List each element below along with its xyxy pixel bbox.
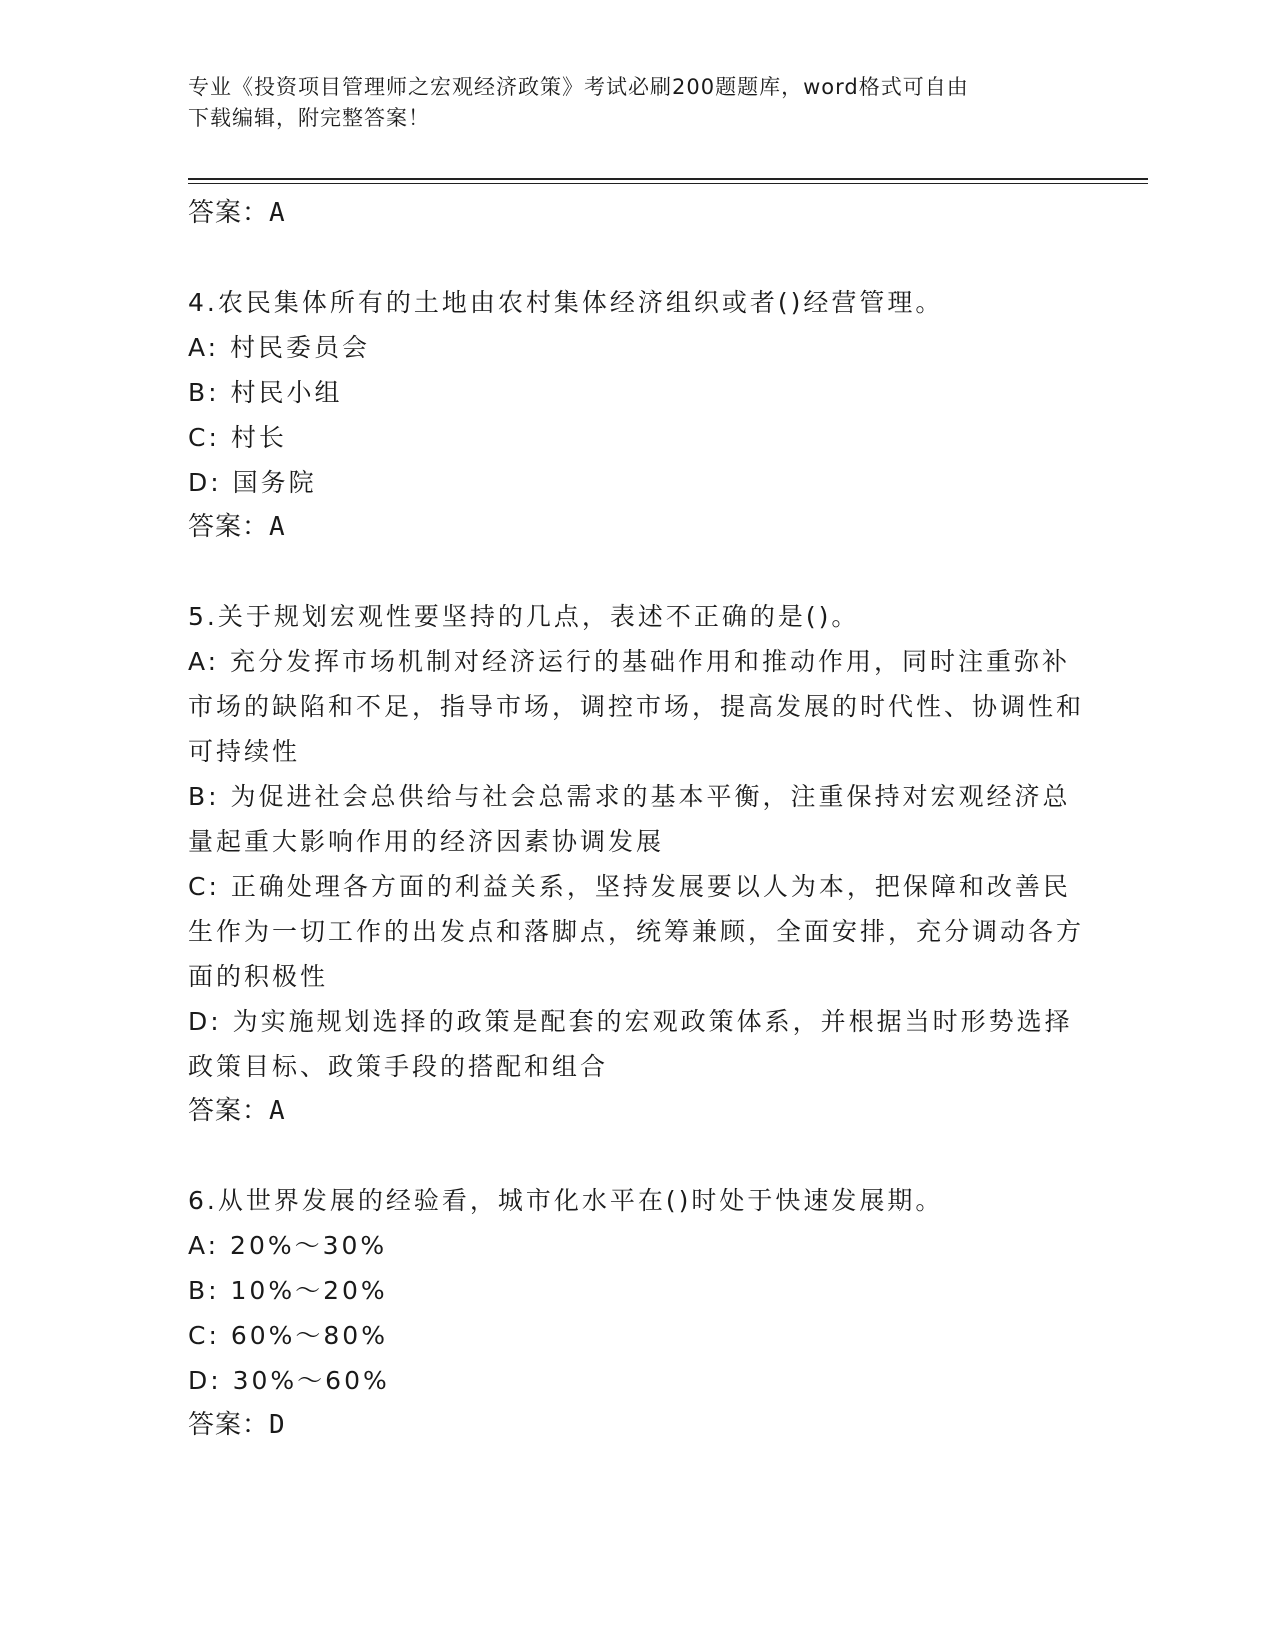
- answer-line: 答案：A: [188, 1096, 286, 1126]
- option-b: B: 村民小组: [188, 378, 343, 407]
- question-stem: 6.从世界发展的经验看，城市化水平在()时处于快速发展期。: [188, 1186, 944, 1215]
- question-5: [188, 594, 1088, 1133]
- answer-line: 答案：D: [188, 1410, 286, 1440]
- header-divider-thin: [188, 183, 1148, 184]
- option-d: D: 国务院: [188, 468, 317, 497]
- answer-line: 答案：A: [188, 512, 286, 542]
- header-line-1: 专业《投资项目管理师之宏观经济政策》考试必刷200题题库，word格式可自由: [188, 75, 969, 99]
- option-d: D: 30%～60%: [188, 1366, 390, 1395]
- question-list: [188, 191, 1088, 1492]
- header-divider-thick: [188, 178, 1148, 180]
- option-c: C: 村长: [188, 423, 287, 452]
- option-b: B: 为促进社会总供给与社会总需求的基本平衡，注重保持对宏观经济总量起重大影响作用的经济因素协调发展: [188, 782, 1071, 856]
- document-header: [188, 72, 1068, 134]
- question-stem: 5.关于规划宏观性要坚持的几点，表述不正确的是()。: [188, 602, 860, 631]
- question-6: [188, 1178, 1088, 1447]
- question-4: [188, 280, 1088, 549]
- option-b: B: 10%～20%: [188, 1276, 388, 1305]
- option-a: A: 充分发挥市场机制对经济运行的基础作用和推动作用，同时注重弥补市场的缺陷和不足，指导市场，调控市场，提高发展的时代性、协调性和可持续性: [188, 647, 1085, 766]
- answer-line: 答案：A: [188, 198, 286, 228]
- option-c: C: 60%～80%: [188, 1321, 388, 1350]
- option-a: A: 村民委员会: [188, 333, 371, 362]
- option-a: A: 20%～30%: [188, 1231, 388, 1260]
- question-stem: 4.农民集体所有的土地由农村集体经济组织或者()经营管理。: [188, 288, 944, 317]
- header-line-2: 下载编辑，附完整答案！: [188, 106, 430, 130]
- option-c: C: 正确处理各方面的利益关系，坚持发展要以人为本，把保障和改善民生作为一切工作的出发点和落脚点，统筹兼顾，全面安排，充分调动各方面的积极性: [188, 872, 1085, 991]
- option-d: D: 为实施规划选择的政策是配套的宏观政策体系，并根据当时形势选择政策目标、政策手段的搭配和组合: [188, 1007, 1073, 1081]
